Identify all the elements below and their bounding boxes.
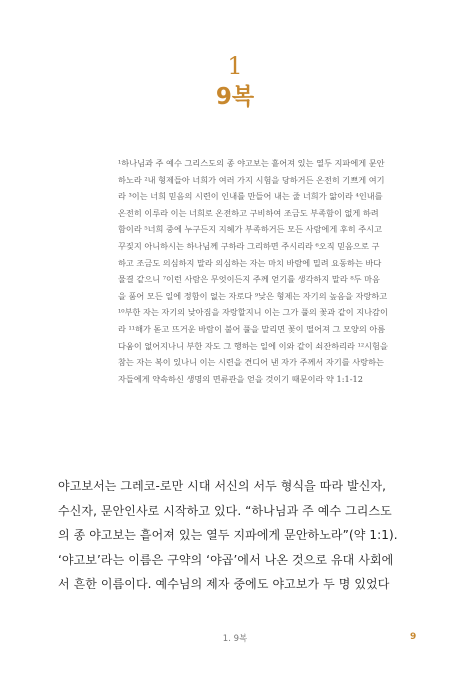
scripture-line: 참는 자는 복이 있나니 이는 시련을 견디어 낸 자가 주께서 자기를 사랑하는	[118, 357, 384, 368]
chapter-number: 1	[227, 52, 243, 80]
body-line: 수신자, 문안인사로 시작하고 있다. “하나님과 주 예수 그리스도	[58, 503, 392, 518]
body-line: 야고보서는 그레코-로만 시대 서신의 서두 형식을 따라 발신자,	[58, 479, 387, 493]
scripture-line: 함이라 ⁵너희 중에 누구든지 지혜가 부족하거든 모든 사람에게 후히 주시고	[118, 224, 382, 235]
scripture-line: 다움이 없어지나니 부한 자도 그 행하는 일에 이와 같이 쇠잔하리라 ¹²시험을	[118, 340, 388, 351]
body-line: 의 종 야고보는 흩어져 있는 열두 지파에게 문안하노라”(약 1:1).	[58, 528, 398, 543]
chapter-title: 9복	[215, 84, 255, 110]
scripture-passage	[118, 155, 418, 387]
scripture-line: ¹하나님과 주 예수 그리스도의 종 야고보는 흩어져 있는 열두 지파에게 문안	[118, 158, 385, 168]
page-number: 9	[410, 632, 417, 642]
scripture-line: 온전히 이루라 이는 너희로 온전하고 구비하여 조금도 부족함이 없게 하려	[118, 207, 379, 218]
running-footer-title: 1. 9복	[222, 634, 248, 644]
commentary-paragraph	[58, 474, 426, 597]
scripture-line: 물결 같으니 ⁷이런 사람은 무엇이든지 주께 얻기를 생각하지 말라 ⁸두 마음	[118, 274, 380, 285]
scripture-line: 자들에게 약속하신 생명의 면류관을 얻을 것이기 때문이라 약 1:1-12	[118, 373, 363, 384]
scripture-line: 을 품어 모든 일에 정함이 없는 자로다 ⁹낮은 형제는 자기의 높음을 자랑하고	[118, 290, 388, 301]
scripture-line: 하고 조금도 의심하지 말라 의심하는 자는 마치 바람에 밀려 요동하는 바다	[118, 257, 382, 268]
scripture-line: 라 ³이는 너희 믿음의 시련이 인내를 만들어 내는 줄 너희가 앎이라 ⁴인내를	[118, 191, 383, 202]
scripture-line: ¹⁰부한 자는 자기의 낮아짐을 자랑할지니 이는 그가 풀의 꽃과 같이 지나감이	[118, 307, 388, 318]
scripture-line: 꾸짖지 아니하시는 하나님께 구하라 그리하면 주시리라 ⁶오직 믿음으로 구	[118, 240, 380, 251]
scripture-line: 라 ¹¹해가 돋고 뜨거운 바람이 불어 풀을 말리면 꽃이 떨어져 그 모양의 아름	[118, 323, 386, 334]
body-line: ‘야고보’라는 이름은 구약의 ‘야곱’에서 나온 것으로 유대 사회에	[58, 552, 394, 567]
body-line: 서 흔한 이름이다. 예수님의 제자 중에도 야고보가 두 명 있었다	[58, 577, 390, 592]
scripture-line: 하노라 ²내 형제들아 너희가 여러 가지 시험을 당하거든 온전히 기쁘게 여기	[118, 174, 385, 185]
